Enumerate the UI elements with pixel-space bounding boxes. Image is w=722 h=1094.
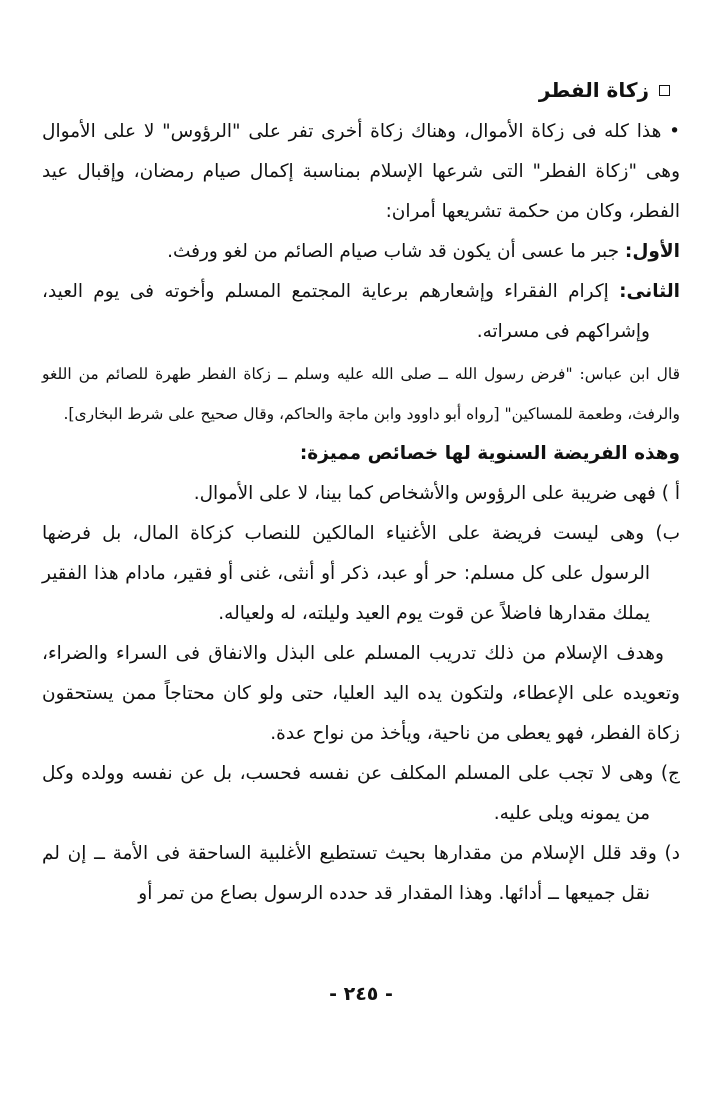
square-bullet-icon (659, 85, 670, 96)
list-item-c: ج) وهى لا تجب على المسلم المكلف عن نفسه فحسب، بل عن نفسه وولده وكل من يمونه ويلى عليه. (42, 763, 680, 824)
second-text: إكرام الفقراء وإشعارهم برعاية المجتمع المسلم وأخوته فى يوم العيد، وإشراكهم فى مسراته. (42, 281, 650, 342)
list-item-a: أ ) فهى ضريبة على الرؤوس والأشخاص كما بينا، لا على الأموال. (193, 483, 680, 504)
section-heading (42, 78, 670, 102)
first-text: جبر ما عسى أن يكون قد شاب صيام الصائم من لغو ورفث. (167, 241, 625, 262)
hadith-quote: قال ابن عباس: "فرض رسول الله ــ صلى الله عليه وسلم ــ زكاة الفطر طهرة للصائم من اللغو والرفث، وطعمة للمساكين" [رواه أبو داوود وابن ماجة والحاكم، وقال صحيح على شرط البخارى]. (42, 365, 680, 423)
list-item-b: ب) وهى ليست فريضة على الأغنياء المالكين للنصاب كزكاة المال، بل فرضها الرسول على كل مسلم: حر أو عبد، ذكر أو أنثى، غنى أو فقير، مادام هذا الفقير يملك مقدارها فاضلاً عن قوت يوم العيد وليلته، له ولعياله. (42, 523, 680, 624)
paragraph-second-reason (42, 272, 680, 352)
paragraph-first-reason (42, 232, 680, 272)
paragraph-intro: • هذا كله فى زكاة الأموال، وهناك زكاة أخرى تفر على "الرؤوس" لا على الأموال وهى "زكاة الفطر" التى شرعها الإسلام بمناسبة إكمال صيام رمضان، وإقبال عيد الفطر، وكان من حكمة تشريعها أمران: (42, 121, 680, 222)
first-label: الأول: (624, 241, 680, 262)
second-label: الثانى: (619, 281, 680, 302)
page-number: - ٢٤٥ - (329, 983, 393, 1005)
list-item-d: د) وقد قلل الإسلام من مقدارها بحيث تستطيع الأغلبية الساحقة فى الأمة ــ إن لم نقل جميعها ــ أدائها. وهذا المقدار قد حدده الرسول بصاع من تمر أو (42, 843, 680, 904)
paragraph-goal: وهدف الإسلام من ذلك تدريب المسلم على البذل والانفاق فى السراء والضراء، وتعويده على الإعطاء، ولتكون يده اليد العليا، حتى ولو كان محتاجاً ممن يستحقون زكاة الفطر، فهو يعطى من ناحية، ويأخذ من نواح عدة. (42, 643, 680, 744)
section-heading-text: زكاة الفطر (538, 78, 649, 102)
features-heading: وهذه الفريضة السنوية لها خصائص مميزة: (299, 443, 680, 464)
